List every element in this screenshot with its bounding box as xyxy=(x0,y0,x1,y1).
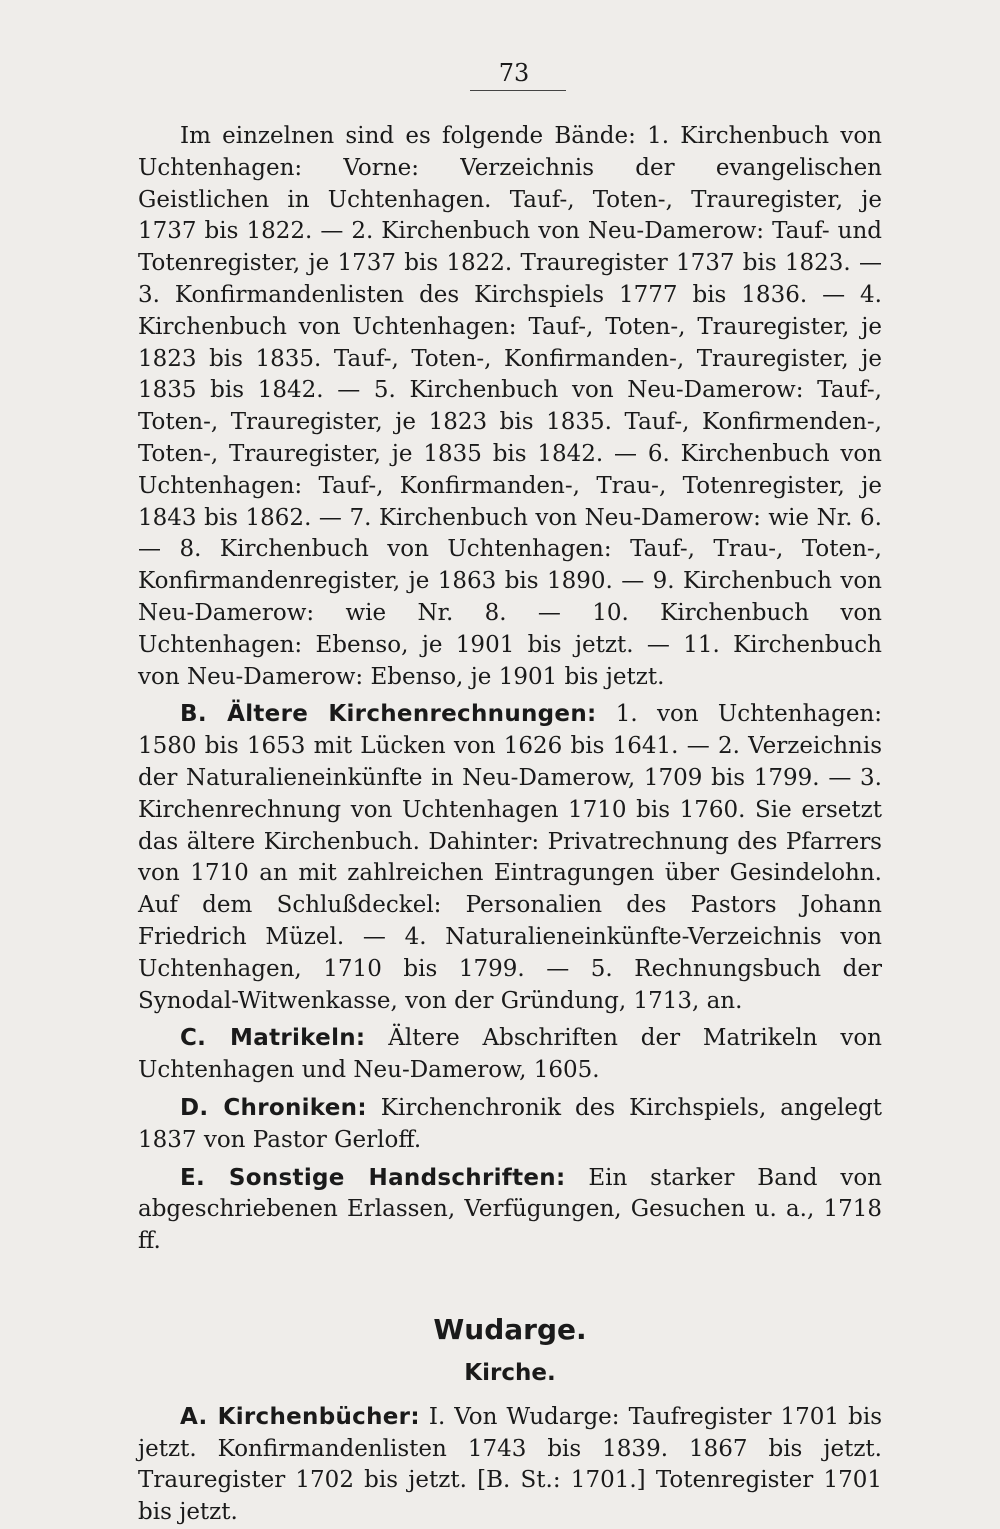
page-number-rule xyxy=(470,90,566,91)
section-b-heading: B. Ältere Kirchenrechnungen: xyxy=(180,701,597,728)
section-a-text: I. Von Wudarge: Taufregister 1701 bis jetzt. Konfirmandenlisten 1743 bis 1839. 1867 bis jetzt. Trauregister 1702 bis jetzt. [B. St.: 1701.] Totenregister 1701 bis jetzt. xyxy=(138,1403,882,1526)
section-e-heading: E. Sonstige Handschriften: xyxy=(180,1164,566,1191)
page-number: 73 xyxy=(498,59,530,87)
section-e-paragraph xyxy=(138,1163,882,1258)
section-d-text: Kirchenchronik des Kirchspiels, angelegt 1837 von Pastor Gerloff. xyxy=(138,1094,882,1153)
section-a-heading: A. Kirchenbücher: xyxy=(180,1403,420,1430)
section-c-text: Ältere Abschriften der Matrikeln von Uchtenhagen und Neu-Damerow, 1605. xyxy=(138,1025,882,1084)
section-e-text: Ein starker Band von abgeschriebenen Erlassen, Verfügungen, Gesuchen u. a., 1718 ff. xyxy=(138,1164,882,1255)
section-subtitle: Kirche. xyxy=(464,1359,556,1386)
section-b-paragraph xyxy=(138,699,882,1017)
section-a-paragraph xyxy=(138,1402,882,1529)
intro-paragraph: Im einzelnen sind es folgende Bände: 1. Kirchenbuch von Uchtenhagen: Vorne: Verzeichnis der evangelischen Geistlichen in Uchtenhagen. Tauf-, Toten-, Trauregister, je 1737 bis 1822. — 2. Kirchenbuch von Neu-Damerow: Tauf- und Totenregister, je 1737 bis 1822. Trauregister 1737 bis 1823. — 3. Konfirmandenlisten des Kirchspiels 1777 bis 1836. — 4. Kirchenbuch von Uchtenhagen: Tauf-, Toten-, Trauregister, je 1823 bis 1835. Tauf-, Toten-, Konfirmanden-, Trauregister, je 1835 bis 1842. — 5. Kirchenbuch von Neu-Damerow: Tauf-, Toten-, Trauregister, je 1823 bis 1835. Tauf-, Konfirmenden-, Toten-, Trauregister, je 1835 bis 1842. — 6. Kirchenbuch von Uchtenhagen: Tauf-, Konfirmanden-, Trau-, Totenregister, je 1843 bis 1862. — 7. Kirchenbuch von Neu-Damerow: wie Nr. 6. — 8. Kirchenbuch von Uchtenhagen: Tauf-, Trau-, Toten-, Konfirmandenregister, je 1863 bis 1890. — 9. Kirchenbuch von Neu-Damerow: wie Nr. 8. — 10. Kirchenbuch von Uchtenhagen: Ebenso, je 1901 bis jetzt. — 11. Kirchenbuch von Neu-Damerow: Ebenso, je 1901 bis jetzt. xyxy=(138,123,882,690)
section-c-heading: C. Matrikeln: xyxy=(180,1025,366,1052)
section-c-paragraph xyxy=(138,1023,882,1087)
section-d-heading: D. Chroniken: xyxy=(180,1094,367,1121)
section-title: Wudarge. xyxy=(433,1312,587,1346)
section-b-text: 1. von Uchtenhagen: 1580 bis 1653 mit Lücken von 1626 bis 1641. — 2. Verzeichnis der Naturalieneinkünfte in Neu-Damerow, 1709 bis 1799. — 3. Kirchenrechnung von Uchtenhagen 1710 bis 1760. Sie ersetzt das ältere Kirchenbuch. Dahinter: Privatrechnung des Pfarrers von 1710 an mit zahlreichen Eintragungen über Gesindelohn. Auf dem Schlußdeckel: Personalien des Pastors Johann Friedrich Müzel. — 4. Naturalieneinkünfte-Verzeichnis von Uchtenhagen, 1710 bis 1799. — 5. Rechnungsbuch der Synodal-Witwenkasse, von der Gründung, 1713, an. xyxy=(138,701,883,1014)
section-d-paragraph xyxy=(138,1093,882,1157)
